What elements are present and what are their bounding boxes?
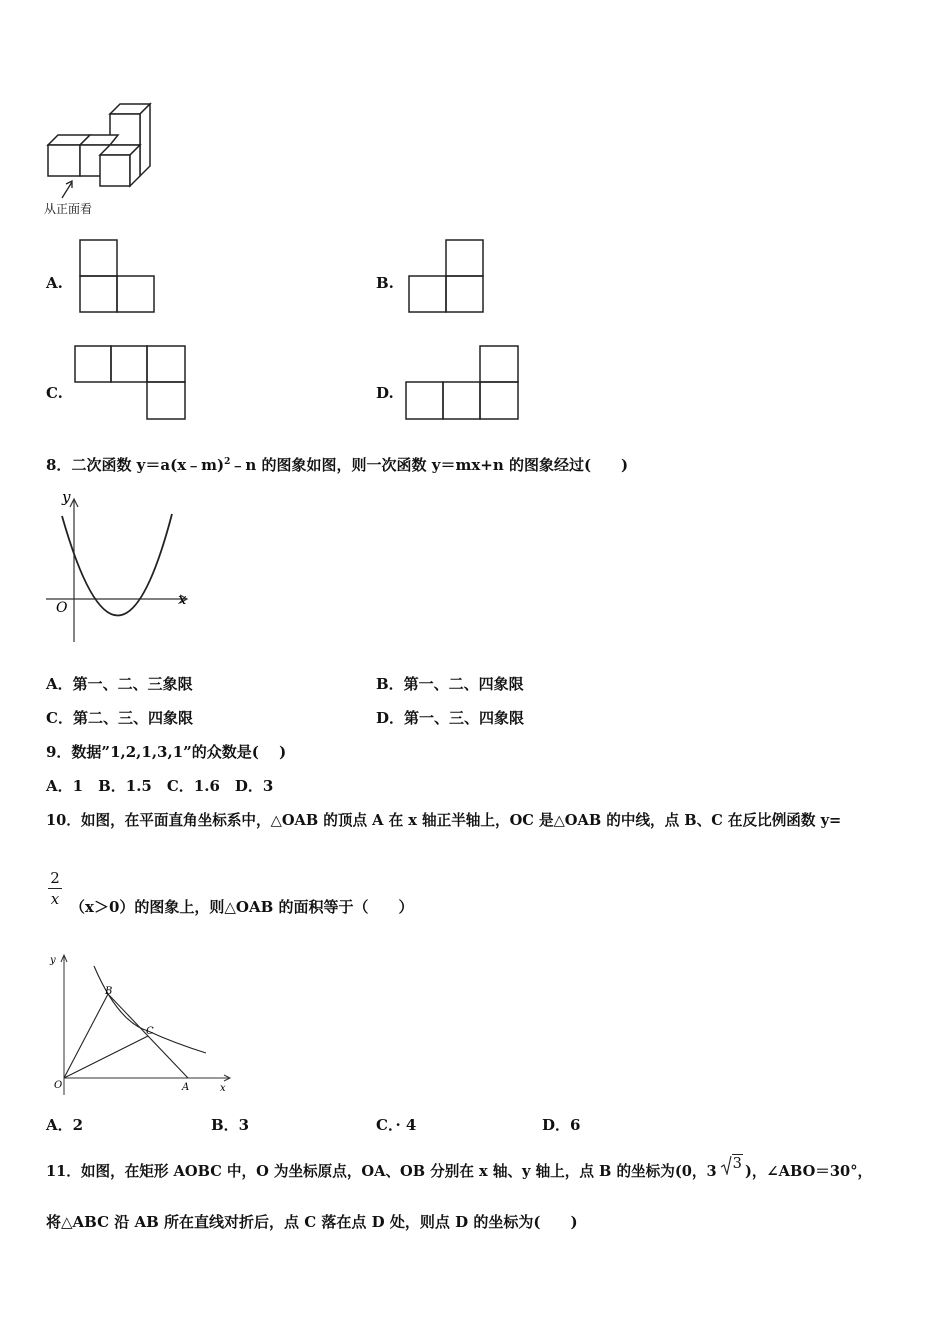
- q8-option-b[interactable]: B．第一、二、四象限: [376, 675, 524, 693]
- q10-option-c[interactable]: C．· 4: [376, 1116, 417, 1134]
- q8-option-a[interactable]: A．第一、二、三象限: [46, 675, 193, 693]
- q7-option-a-label[interactable]: A.: [46, 274, 63, 292]
- q7-option-c-label[interactable]: C.: [46, 384, 63, 402]
- q11-text-a: 11．如图，在矩形 AOBC 中，O 为坐标原点，OA、OB 分别在 x 轴、y 轴上，点 B 的坐标为(0，3: [46, 1163, 717, 1180]
- q8-parabola-graph: [40, 486, 195, 648]
- q11-sqrt: [720, 1155, 743, 1175]
- q10-fraction: [46, 868, 64, 909]
- q10-fraction-denominator: x: [50, 890, 60, 908]
- q8-text-b: ﹣n 的图象如图，则一次函数 y＝mx+n 的图象经过( ): [230, 456, 629, 474]
- q11-text-b: )，∠ABO＝30°，: [744, 1163, 873, 1180]
- radical-icon: [720, 1155, 732, 1175]
- q7-option-a-figure: [78, 238, 158, 314]
- q10-origin-label: O: [54, 1080, 63, 1091]
- q10-fraction-numerator: 2: [50, 869, 60, 887]
- q10-x-axis-label: x: [220, 1083, 226, 1094]
- q11-question-line2: 将△ABC 沿 AB 所在直线对折后，点 C 落在点 D 处，则点 D 的坐标为( ): [46, 1213, 578, 1231]
- q10-point-c-label: C: [146, 1026, 154, 1037]
- q8-x-axis-label: x: [178, 590, 187, 608]
- q10-option-b[interactable]: B．3: [211, 1116, 250, 1134]
- q8-y-axis-label: y: [62, 488, 71, 506]
- q10-point-a-label: A: [182, 1082, 190, 1093]
- q10-question-cont: （x＞0）的图象上，则△OAB 的面积等于（ ）: [70, 898, 414, 916]
- q8-question: [46, 454, 628, 475]
- q7-option-c-figure: [73, 344, 189, 422]
- q7-option-b-label[interactable]: B.: [376, 274, 394, 292]
- q8-option-d[interactable]: D．第一、三、四象限: [376, 709, 525, 727]
- q7-option-b-figure: [407, 238, 487, 314]
- q8-exponent: 2: [224, 457, 231, 467]
- q8-option-c[interactable]: C．第二、三、四象限: [46, 709, 193, 727]
- arrow-icon: [58, 178, 78, 200]
- q9-options[interactable]: A．1 B．1.5 C．1.6 D．3: [46, 777, 274, 795]
- q8-number: 8．: [46, 456, 72, 474]
- view-caption: 从正面看: [44, 202, 93, 216]
- q11-question: [46, 1155, 873, 1183]
- q10-option-a[interactable]: A．2: [46, 1116, 84, 1134]
- q10-y-axis-label: y: [50, 955, 56, 966]
- q10-option-d[interactable]: D．6: [542, 1116, 581, 1134]
- q7-option-d-figure: [404, 344, 522, 422]
- q11-sqrt-radicand: 3: [732, 1155, 742, 1172]
- q10-question: 10．如图，在平面直角坐标系中，△OAB 的顶点 A 在 x 轴正半轴上，OC 是△OAB 的中线，点 B、C 在反比例函数 y=: [46, 812, 842, 829]
- q8-text-a: 二次函数 y＝a(x﹣m): [71, 456, 225, 474]
- q10-point-b-label: B: [105, 986, 113, 997]
- q9-question: 9．数据”1,2,1,3,1”的众数是( ): [46, 743, 287, 761]
- q10-triangle-graph: [42, 950, 234, 1098]
- q8-origin-label: O: [56, 600, 68, 616]
- q7-option-d-label[interactable]: D.: [376, 384, 394, 402]
